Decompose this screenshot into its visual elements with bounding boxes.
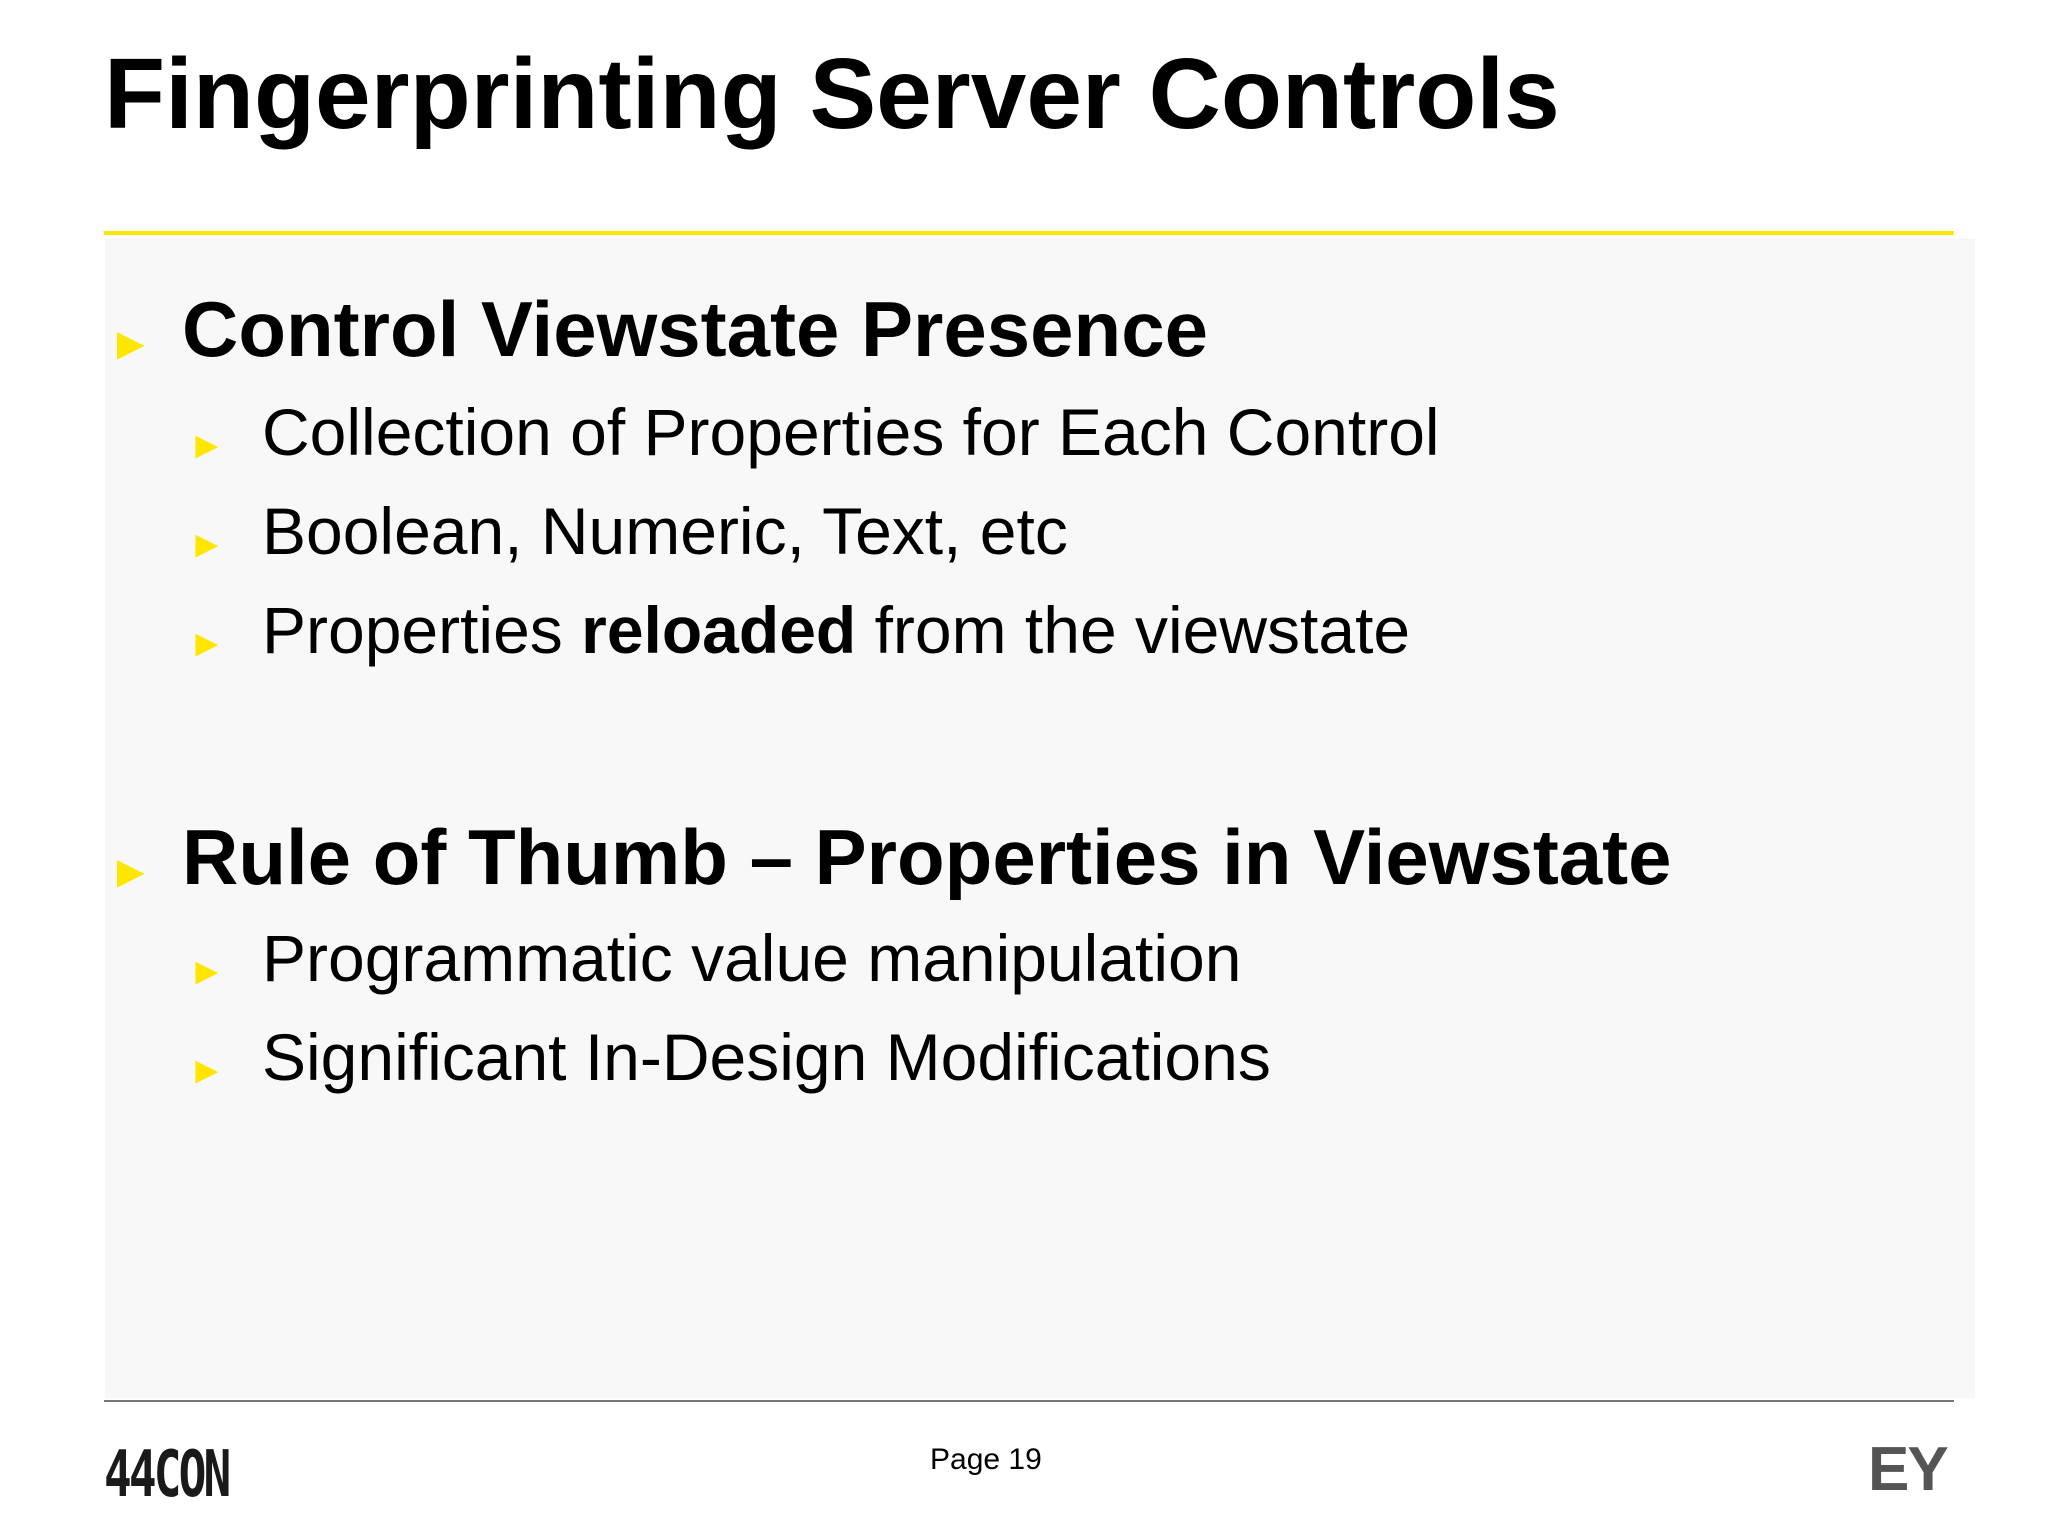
section-heading-text: Control Viewstate Presence xyxy=(182,285,1208,373)
triangle-right-icon: ► xyxy=(188,623,226,665)
list-item-text xyxy=(262,590,1410,670)
list-item-text: Boolean, Numeric, Text, etc xyxy=(262,494,1068,568)
slide-title: Fingerprinting Server Controls xyxy=(104,38,1560,150)
section-heading-text: Rule of Thumb – Properties in Viewstate xyxy=(182,813,1672,901)
list-item-text: Programmatic value manipulation xyxy=(262,921,1242,995)
footer-divider xyxy=(104,1400,1954,1402)
list-item-emphasis: reloaded xyxy=(581,593,857,667)
44con-logo: 44CON xyxy=(104,1438,229,1512)
triangle-right-icon: ► xyxy=(108,845,154,897)
list-item-text: Significant In-Design Modifications xyxy=(262,1020,1271,1094)
triangle-right-icon: ► xyxy=(188,425,226,467)
list-item-text-part: Properties xyxy=(262,593,582,667)
list-item-text-part: from the viewstate xyxy=(856,593,1411,667)
page-number: Page 19 xyxy=(930,1443,1042,1476)
title-divider xyxy=(104,231,1954,235)
list-item-text: Collection of Properties for Each Control xyxy=(262,395,1440,469)
triangle-right-icon: ► xyxy=(108,317,154,369)
ey-logo: EY xyxy=(1868,1435,1947,1504)
triangle-right-icon: ► xyxy=(188,951,226,993)
triangle-right-icon: ► xyxy=(188,524,226,566)
triangle-right-icon: ► xyxy=(188,1050,226,1092)
